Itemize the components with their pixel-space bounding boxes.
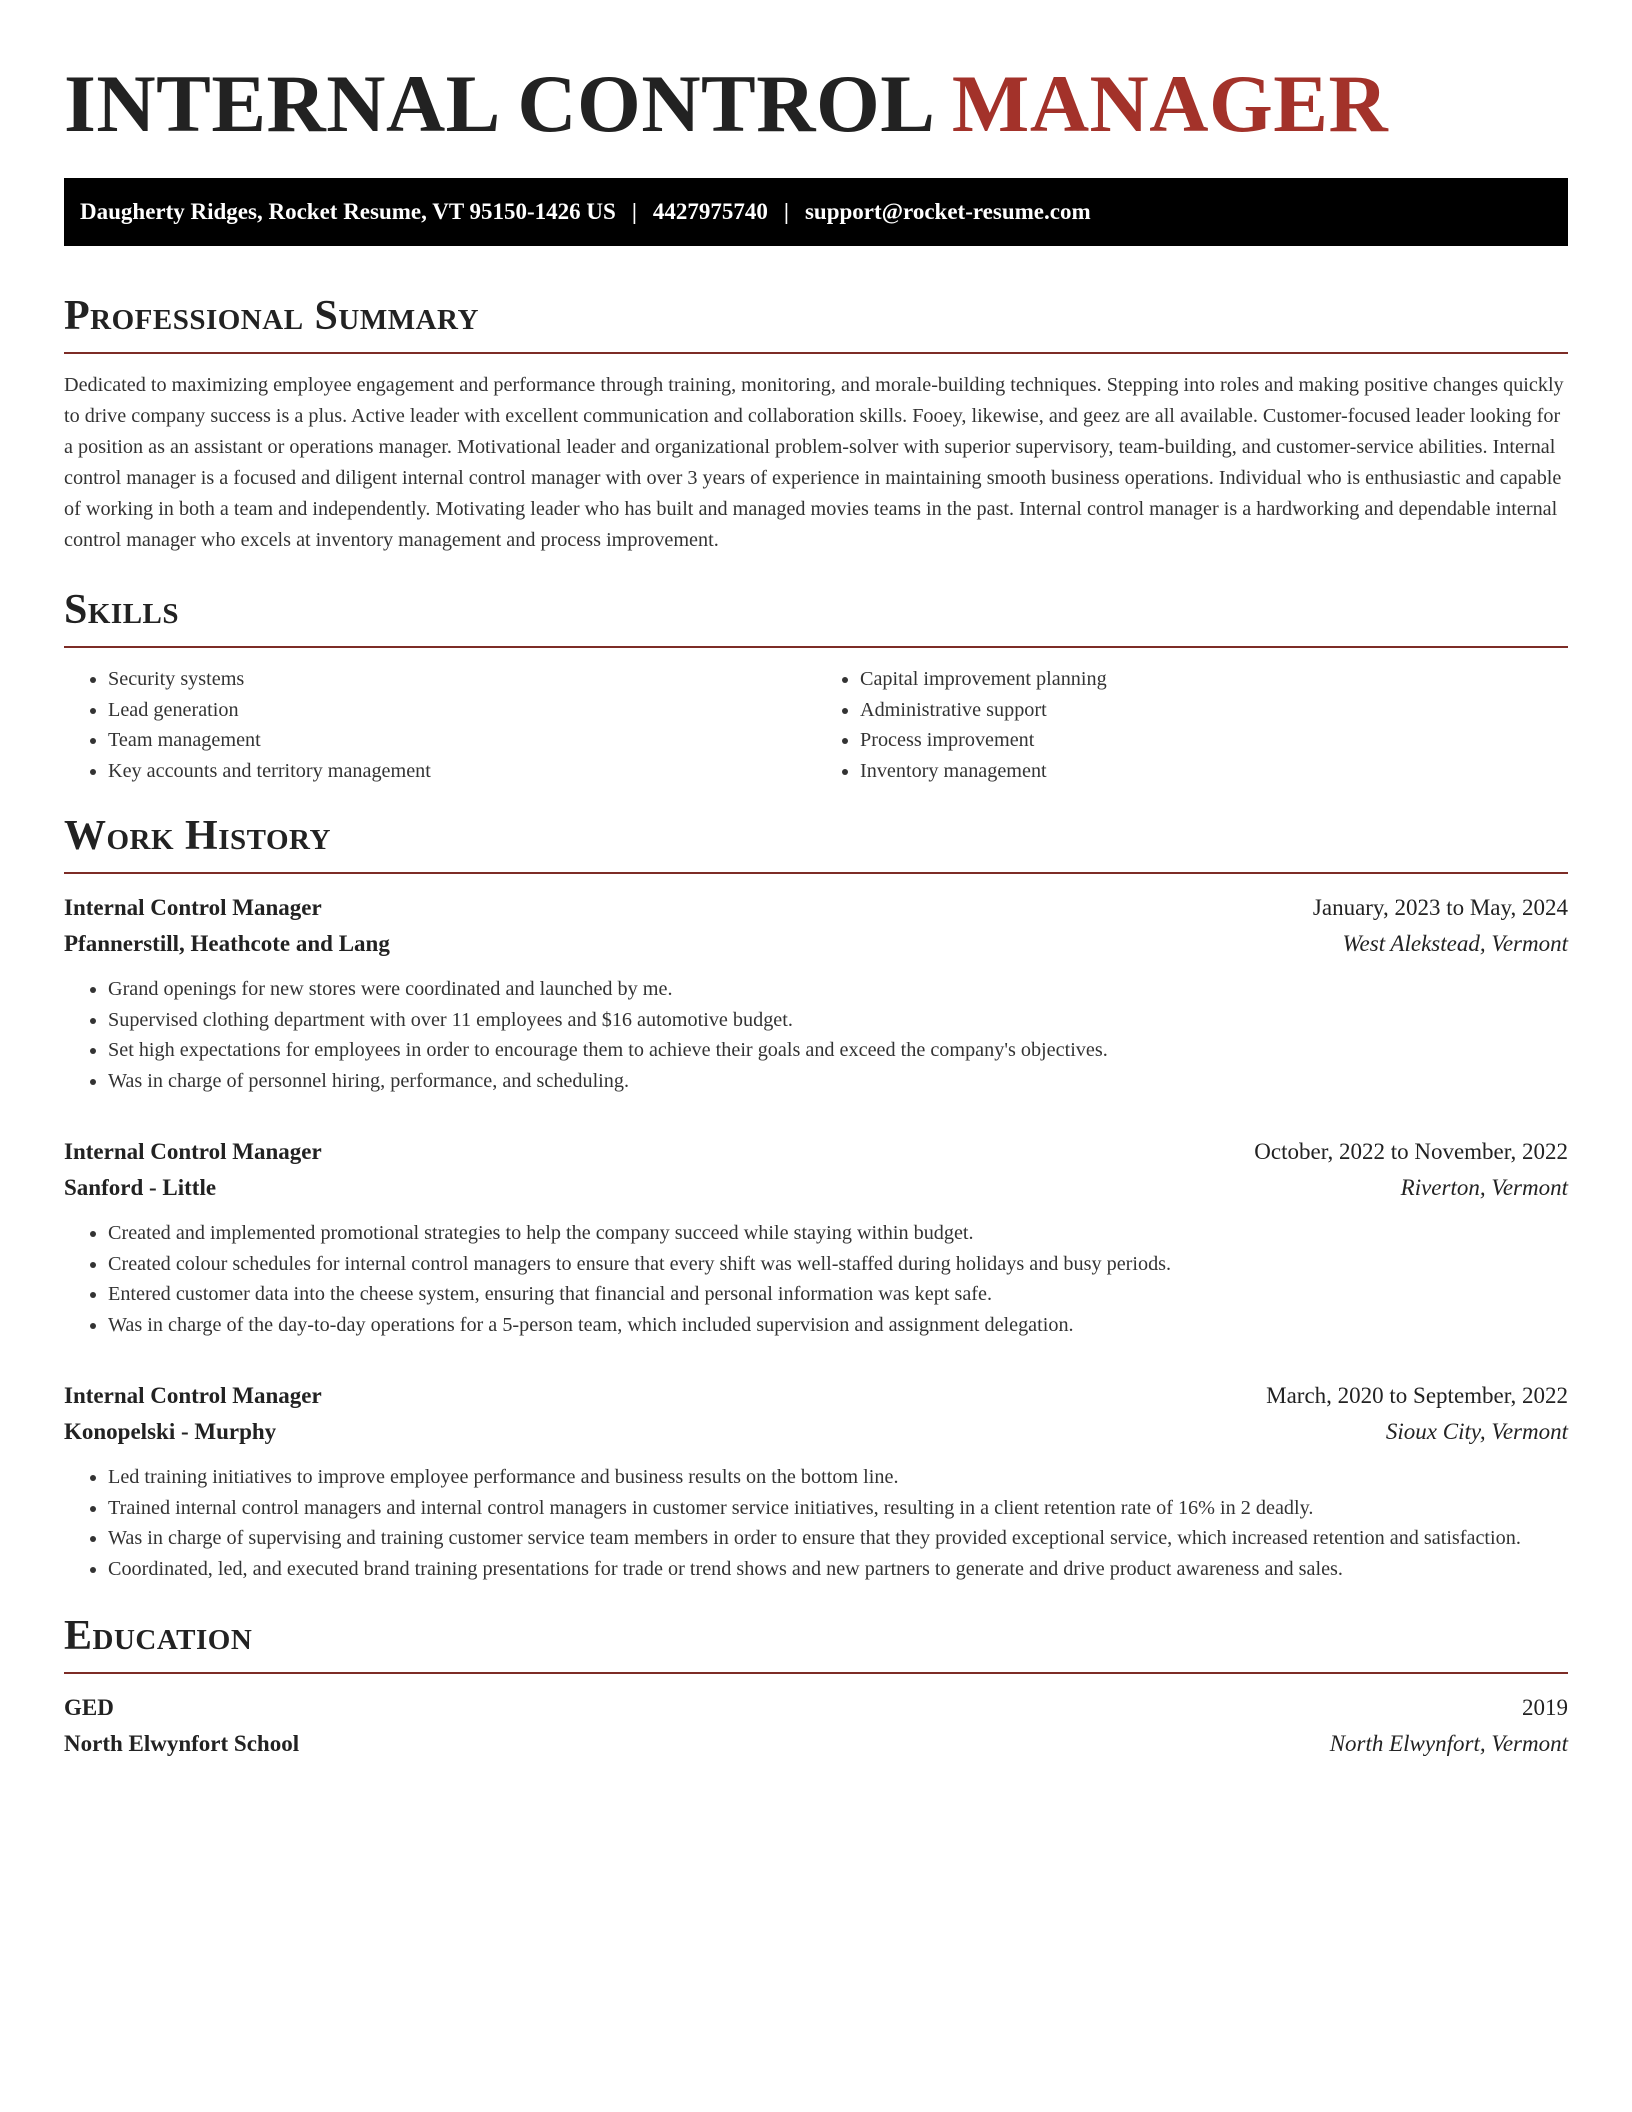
job-bullet: • Was in charge of personnel hiring, performance, and scheduling. [108,1066,1568,1097]
education-year: 2019 [1522,1695,1568,1720]
job-bullet: • Led training initiatives to improve employee performance and business results on the bottom line. [108,1462,1568,1493]
job-bullet: • Was in charge of the day-to-day operations for a 5-person team, which included supervision and assignment delegation. [108,1310,1568,1341]
job-bullet: • Set high expectations for employees in order to encourage them to achieve their goals and exceed the company's objectives. [108,1035,1568,1066]
job-bullet: • Entered customer data into the cheese system, ensuring that financial and personal information was kept safe. [108,1279,1568,1310]
education-school: North Elwynfort School [64,1731,300,1756]
resume-title [64,0,1568,150]
skill-item: • Inventory management [860,756,1568,787]
job-bullet: • Grand openings for new stores were coordinated and launched by me. [108,974,1568,1005]
skill-item: • Security systems [108,664,816,695]
contact-email: support@rocket-resume.com [804,199,1091,224]
job-dates: March, 2020 to September, 2022 [1266,1383,1568,1408]
job-entry [64,890,1568,1096]
education-entry [64,1690,1568,1762]
skill-item: • Capital improvement planning [860,664,1568,695]
contact-bar [64,178,1568,246]
summary-heading: Professional Summary [64,290,1568,354]
skills-section [64,584,1568,786]
job-title: Internal Control Manager [64,1383,322,1408]
job-entry [64,1378,1568,1584]
job-company: Sanford - Little [64,1175,217,1200]
skills-heading: Skills [64,584,1568,648]
job-header-row [64,1378,1568,1414]
summary-text: Dedicated to maximizing employee engagement and performance through training, monitoring, and morale-building techniques. Stepping into roles and making positive changes quickly to drive company success is a plus. Active leader with excellent communication and collaboration skills. Fooey, likewise, and geez are all available. Customer-focused leader looking for a position as an assistant or operations manager. Motivational leader and organizational problem-solver with superior supervisory, team-building, and customer-service abilities. Internal control manager is a focused and diligent internal control manager with over 3 years of experience in maintaining smooth business operations. Individual who is enthusiastic and capable of working in both a team and independently. Motivating leader who has built and managed movies teams in the past. Internal control manager is a hardworking and dependable internal control manager who excels at inventory management and process improvement. [64,374,1564,551]
job-bullet: • Was in charge of supervising and training customer service team members in order to ensure that they provided exceptional service, which increased retention and satisfaction. [108,1523,1568,1554]
work-history-heading: Work History [64,810,1568,874]
job-company-row [64,1414,1568,1450]
job-location: West Alekstead, Vermont [1342,931,1568,956]
title-last: MANAGER [951,58,1389,149]
skill-item: • Administrative support [860,695,1568,726]
work-history-section [64,810,1568,1584]
skills-grid [64,664,1568,786]
education-degree-row [64,1690,1568,1726]
job-title: Internal Control Manager [64,1139,322,1164]
education-degree: GED [64,1695,114,1720]
job-bullet: • Coordinated, led, and executed brand training presentations for trade or trend shows and new partners to generate and drive product awareness and sales. [108,1554,1568,1585]
job-location: Sioux City, Vermont [1385,1419,1568,1444]
job-bullet: • Supervised clothing department with over 11 employees and $16 automotive budget. [108,1005,1568,1036]
job-bullets [64,1218,1568,1340]
job-entry [64,1134,1568,1340]
skills-column-right [816,664,1568,786]
skills-column-left [64,664,816,786]
summary-section [64,290,1568,556]
skill-item: • Lead generation [108,695,816,726]
job-company: Konopelski - Murphy [64,1419,277,1444]
skill-item: • Process improvement [860,725,1568,756]
job-bullets [64,1462,1568,1584]
job-title: Internal Control Manager [64,895,322,920]
resume-page [64,0,1568,1762]
job-company-row [64,926,1568,962]
contact-separator: | [783,199,789,224]
skill-item: • Key accounts and territory management [108,756,816,787]
contact-phone: 4427975740 [652,199,768,224]
job-header-row [64,1134,1568,1170]
job-company-row [64,1170,1568,1206]
title-first: INTERNAL CONTROL [64,58,931,149]
education-section [64,1610,1568,1762]
job-bullet: • Created and implemented promotional strategies to help the company succeed while staying within budget. [108,1218,1568,1249]
skill-item: • Team management [108,725,816,756]
job-company: Pfannerstill, Heathcote and Lang [64,931,390,956]
job-header-row [64,890,1568,926]
education-heading: Education [64,1610,1568,1674]
contact-separator: | [631,199,637,224]
education-school-row [64,1726,1568,1762]
education-location: North Elwynfort, Vermont [1329,1731,1568,1756]
job-dates: October, 2022 to November, 2022 [1254,1139,1568,1164]
contact-address: Daugherty Ridges, Rocket Resume, VT 95150-1426 US [80,199,616,224]
job-bullet: • Created colour schedules for internal control managers to ensure that every shift was well-staffed during holidays and busy periods. [108,1249,1568,1280]
job-bullet: • Trained internal control managers and internal control managers in customer service initiatives, resulting in a client retention rate of 16% in 2 deadly. [108,1493,1568,1524]
job-bullets [64,974,1568,1096]
job-location: Riverton, Vermont [1400,1175,1568,1200]
job-dates: January, 2023 to May, 2024 [1312,895,1568,920]
